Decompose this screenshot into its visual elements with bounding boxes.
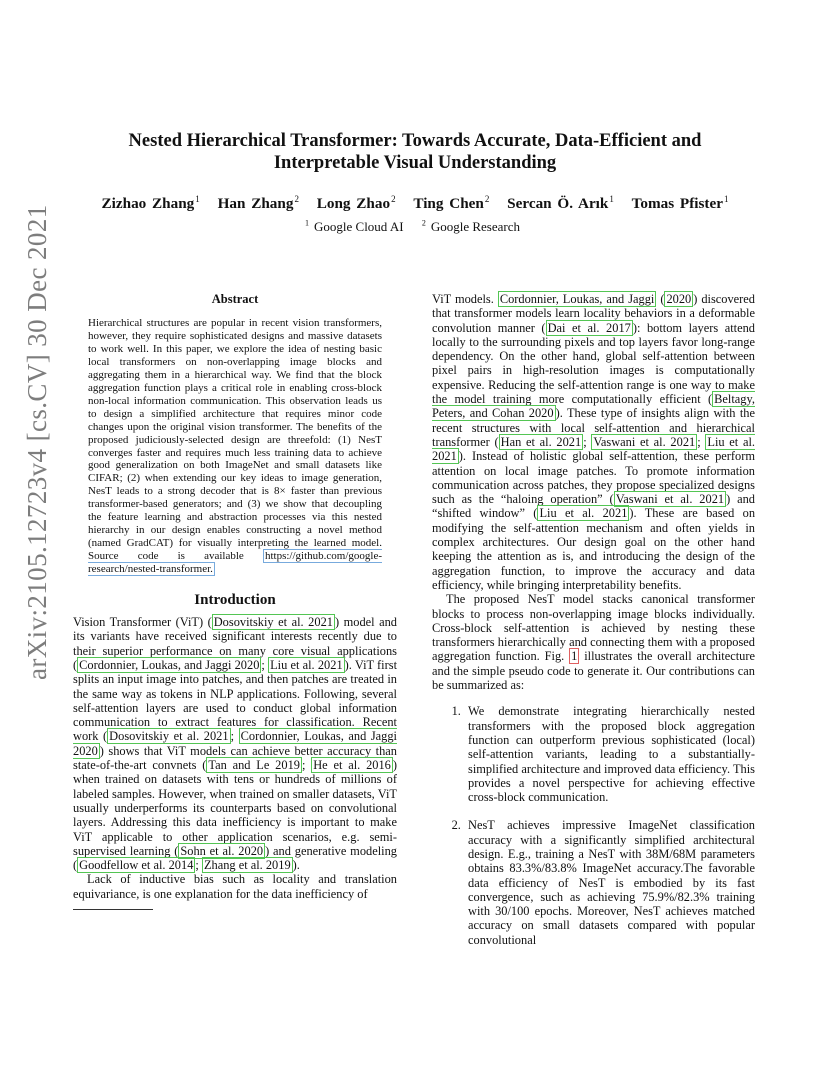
paper-header [90, 130, 740, 235]
figure-reference-link[interactable]: 1 [571, 649, 578, 664]
citation-link[interactable]: Liu et al. 2021 [270, 657, 343, 672]
citation-link[interactable]: Vaswani et al. 2021 [593, 434, 696, 449]
contribution-item: 1. We demonstrate integrating hierarchically nested transformers with the proposed block aggregation function can outperform previous sophisticated (local) self-attention variants, leading to a substantially-simplified architecture and improved data efficiency. This provides a novel perspective for achieving effective cross-block communication. [464, 704, 755, 804]
citation-link[interactable]: Liu et al. 2021 [432, 434, 755, 464]
author-list [90, 194, 740, 213]
citation-link[interactable]: Liu et al. 2021 [539, 506, 628, 521]
citation-link[interactable]: He et al. 2016 [313, 758, 391, 773]
citation-link[interactable]: 2020 [666, 292, 692, 306]
citation-link[interactable]: Cordonnier, Loukas, and Jaggi [499, 292, 655, 306]
author: Ting Chen$^2$ [413, 194, 490, 213]
citation-link[interactable]: Cordonnier, Loukas, and Jaggi 2020 [73, 729, 397, 758]
left-column [73, 292, 397, 910]
affiliations [90, 219, 740, 235]
abstract-heading: Abstract [211, 292, 259, 306]
citation-link[interactable]: Cordonnier, Loukas, and Jaggi 2020 [79, 657, 260, 672]
arxiv-identifier: arXiv:2105.12723v4 [cs.CV] 30 Dec 2021 [22, 204, 52, 680]
citation-link[interactable]: Goodfellow et al. 2014 [79, 858, 194, 873]
citation-link[interactable]: Dosovitskiy et al. 2021 [109, 729, 229, 744]
intro-paragraph-4: The proposed NesT model stacks canonical transformer blocks to process non-overlapping image blocks individually. Cross-block self-attention is achieved by nesting these transformers hierarchically and connecting them with a proposed aggregation function. Fig. 1 illustrates the overall architecture and the simple pseudo code to generate it. Our contributions can be summarized as: [432, 592, 756, 693]
intro-paragraph-2: Lack of inductive bias such as locality and translation equivariance, is one explanation for the data inefficiency of [73, 872, 397, 901]
author: Sercan Ö. Arık$^1$ [507, 194, 614, 213]
contribution-item: 2. NesT achieves impressive ImageNet classification accuracy with a significantly simplified architectural design. E.g., training a NesT with 38M/68M parameters obtains 83.3%/83.8% ImageNet accuracy.The favorable data efficiency of NesT is embodied by its fast convergence, such as achieving 75.9%/82.3% training with 30/100 epochs. Moreover, NesT achieves matched accuracy on small datasets compared with popular convolutional [464, 818, 755, 947]
citation-link[interactable]: Beltagy, Peters, and Cohan 2020 [432, 392, 755, 421]
footnote-rule [73, 909, 153, 910]
citation-link[interactable]: Tan and Le 2019 [208, 758, 300, 773]
abstract-body: Hierarchical structures are popular in recent vision transformers, however, they require sophisticated designs and massive datasets to work well. In this paper, we explore the idea of nesting basic local transformers on non-overlapping image blocks and aggregating them in a hierarchical way. We find that the block aggregation function plays a critical role in enabling cross-block non-local information communication. This observation leads us to design a simplified architecture that requires minor code changes upon the original vision transformer. The benefits of the proposed judiciously-selected design are threefold: (1) NesT converges faster and requires much less training data to achieve good generalization on both ImageNet and small datasets like CIFAR; (2) when extending our key ideas to image generation, NesT leads to a strong decoder that is 8× faster than previous transformer-based generators; and (3) we show that decoupling the feature learning and abstraction processes via this nested hierarchy in our design enables constructing a novel method (named GradCAT) for visually interpreting the learned model. Source code is available https://github.com/google-research/nested-transformer. [88, 317, 382, 576]
citation-link[interactable]: Han et al. 2021 [500, 434, 582, 449]
right-column [432, 292, 755, 961]
introduction-heading: Introduction [194, 592, 276, 609]
paper-title: Nested Hierarchical Transformer: Towards Accurate, Data-Efficient and Interpretable Visual Understanding [128, 131, 702, 173]
citation-link[interactable]: Sohn et al. 2020 [180, 843, 264, 858]
citation-link[interactable]: Zhang et al. 2019 [203, 858, 291, 873]
author: Tomas Pfister$^1$ [631, 194, 729, 213]
intro-paragraph-1: Vision Transformer (ViT) ( Dosovitskiy et al. 2021 ) model and its variants have received significant interests recently due to their superior performance on many core visual applications ( Cordonnier, Loukas, and Jaggi 2020 ; Liu et al. 2021 ). ViT first splits an input image into patches, and then patches are treated in the same way as tokens in NLP applications. Following, several self-attention layers are used to conduct global information communication to extract features for classification. Recent work ( Dosovitskiy et al. 2021 ; Cordonnier, Loukas, and Jaggi 2020 ) shows that ViT models can achieve better accuracy than state-of-the-art convnets ( Tan and Le 2019 ; He et al. 2016 ) when trained on datasets with tens or hundreds of millions of labeled samples. However, when trained on smaller datasets, ViT usually underperforms its counterparts based on convolutional layers. Addressing this data inefficiency is important to make ViT applicable to other application scenarios, e.g. semi-supervised learning ( Sohn et al. 2020 ) and generative modeling ( Goodfellow et al. 2014 ; Zhang et al. 2019 ). [73, 615, 398, 873]
author: Long Zhao$^2$ [316, 194, 396, 213]
intro-paragraph-3: ViT models. Cordonnier, Loukas, and Jaggi ( 2020 ) discovered that transformer models learn locality behaviors in a deformable convolution manner ( Dai et al. 2017 ): bottom layers attend locally to the surrounding pixels and top layers favor long-range dependency. On the other hand, global self-attention between pixel pairs in high-resolution images is computationally expensive. Reducing the self-attention range is one way to make the model training more computationally efficient ( Beltagy, Peters, and Cohan 2020 ). These type of insights align with the recent structures with local self-attention and hierarchical transformer ( Han et al. 2021 ; Vaswani et al. 2021 ; Liu et al. 2021 ). Instead of holistic global self-attention, these perform attention on local image patches. To promote information communication across patches, they propose specialized designs such as the “haloing operation” ( Vaswani et al. 2021 ) and “shifted window” ( Liu et al. 2021 ). These are based on modifying the self-attention mechanism and often yields in complex architectures. Our design goal on the other hand keeping the attention as is, and introducing the design of the aggregation function, to improve the accuracy and data efficiency, while bringing interpretability benefits. [432, 292, 756, 592]
citation-link[interactable]: Dosovitskiy et al. 2021 [213, 615, 333, 630]
citation-link[interactable]: Dai et al. 2017 [547, 320, 631, 335]
affiliation: $^2$ Google Research [421, 219, 520, 235]
citation-link[interactable]: Vaswani et al. 2021 [615, 492, 725, 507]
author: Han Zhang$^2$ [217, 194, 299, 213]
author: Zizhao Zhang$^1$ [101, 194, 200, 213]
source-code-link[interactable]: https://github.com/google-research/nested-transformer. [88, 550, 382, 576]
contributions-list [432, 704, 755, 947]
affiliation: $^1$ Google Cloud AI [305, 219, 404, 235]
